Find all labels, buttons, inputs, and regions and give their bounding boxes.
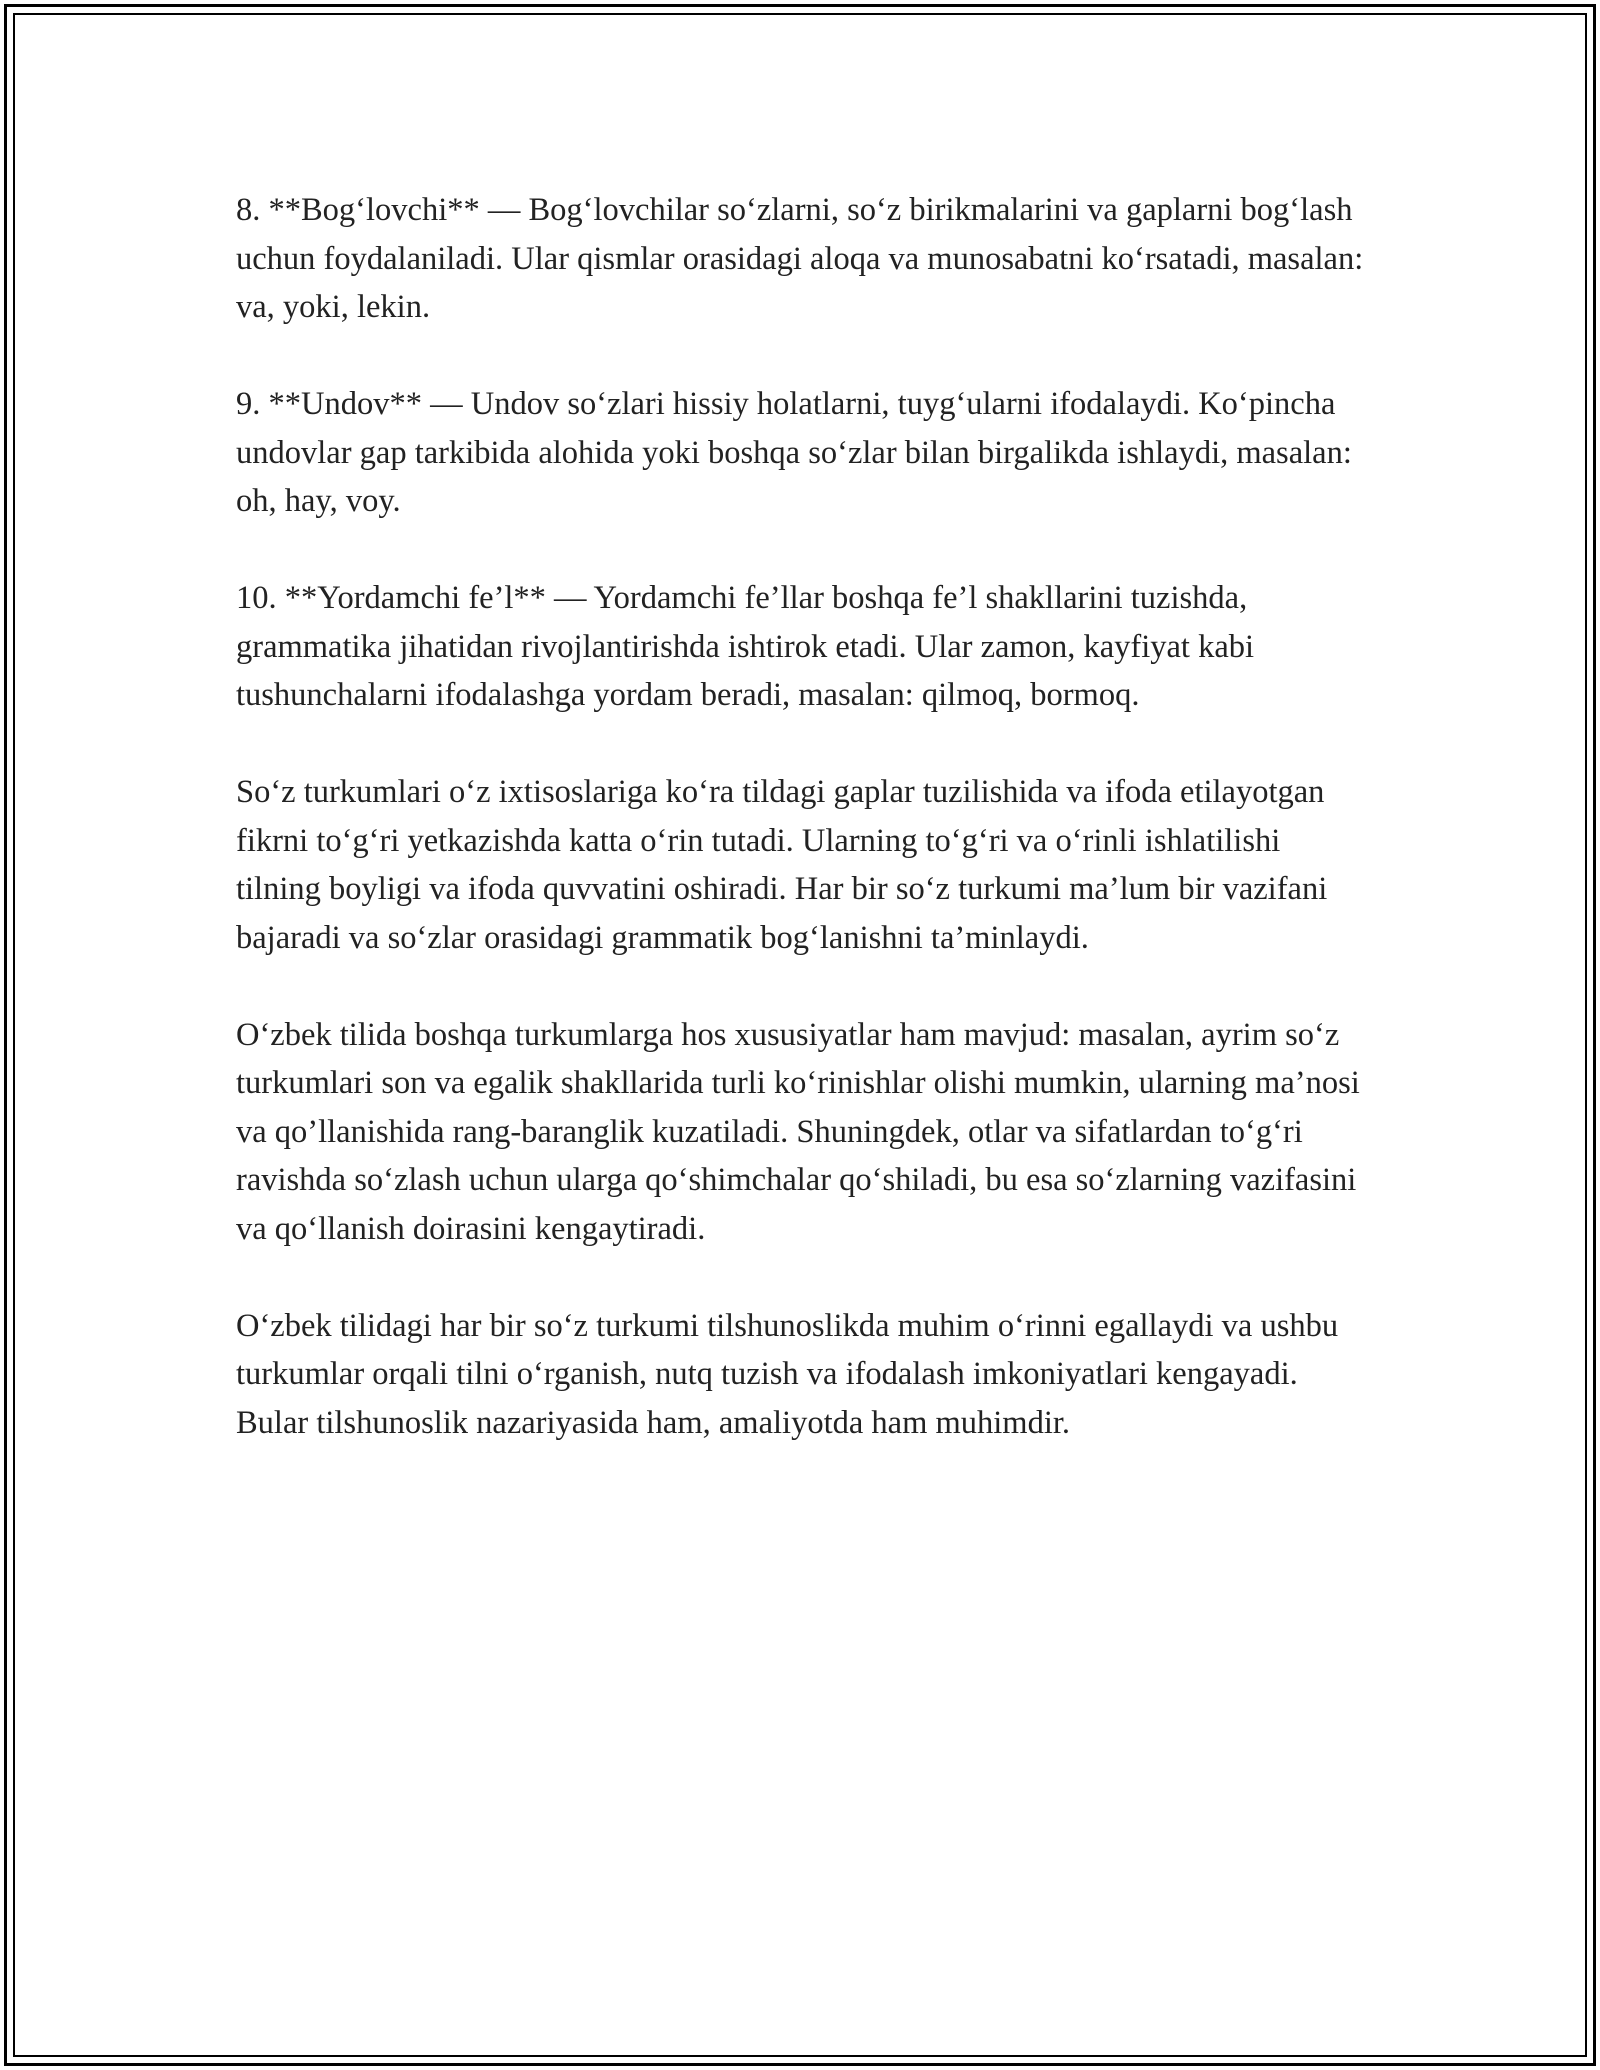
paragraph-bogluvchi: 8. **Bog‘lovchi** — Bog‘lovchilar so‘zlarni, so‘z birikmalarini va gaplarni bog‘lash uchun foydalaniladi. Ular qismlar orasidagi aloqa va munosabatni ko‘rsatadi, masalan: va, yoki, lekin. <box>236 192 1364 325</box>
paragraph-ozbek-tilida: O‘zbek tilida boshqa turkumlarga hos xususiyatlar ham mavjud: masalan, ayrim so‘z turkumlari son va egalik shakllarida turli ko‘rinishlar olishi mumkin, ularning ma’nosi va qo’llanishida rang-baranglik kuzatiladi. Shuningdek, otlar va sifatlardan to‘g‘ri ravishda so‘zlash uchun ularga qo‘shimchalar qo‘shiladi, bu esa so‘zlarning vazifasini va qo‘llanish doirasini kengaytiradi. <box>236 1016 1360 1247</box>
paragraph-yordamchi-fel: 10. **Yordamchi fe’l** — Yordamchi fe’llar boshqa fe’l shakllarini tuzishda, grammatika jihatidan rivojlantirishda ishtirok etadi. Ular zamon, kayfiyat kabi tushunchalarni ifodalashga yordam beradi, masalan: qilmoq, bormoq. <box>236 580 1255 713</box>
paragraph-ozbek-tilidagi: O‘zbek tilidagi har bir so‘z turkumi tilshunoslikda muhim o‘rinni egallaydi va ushbu turkumlar orqali tilni o‘rganish, nutq tuzish va ifodalash imkoniyatlari kengayadi. Bular tilshunoslik nazariyasida ham, amaliyotda ham muhimdir. <box>236 1307 1339 1441</box>
paragraph-undov: 9. **Undov** — Undov so‘zlari hissiy holatlarni, tuyg‘ularni ifodalaydi. Ko‘pincha undovlar gap tarkibida alohida yoki boshqa so‘zlar bilan birgalikda ishlaydi, masalan: oh, hay, voy. <box>236 386 1352 519</box>
paragraph-soz-turkumlari: So‘z turkumlari o‘z ixtisoslariga ko‘ra tildagi gaplar tuzilishida va ifoda etilayotgan fikrni to‘g‘ri yetkazishda katta o‘rin tutadi. Ularning to‘g‘ri va o‘rinli ishlatilishi tilning boyligi va ifoda quvvatini oshiradi. Har bir so‘z turkumi ma’lum bir vazifani bajaradi va so‘zlar orasidagi grammatik bog‘lanishni ta’minlaydi. <box>236 774 1328 956</box>
document-body <box>236 186 1366 1496</box>
